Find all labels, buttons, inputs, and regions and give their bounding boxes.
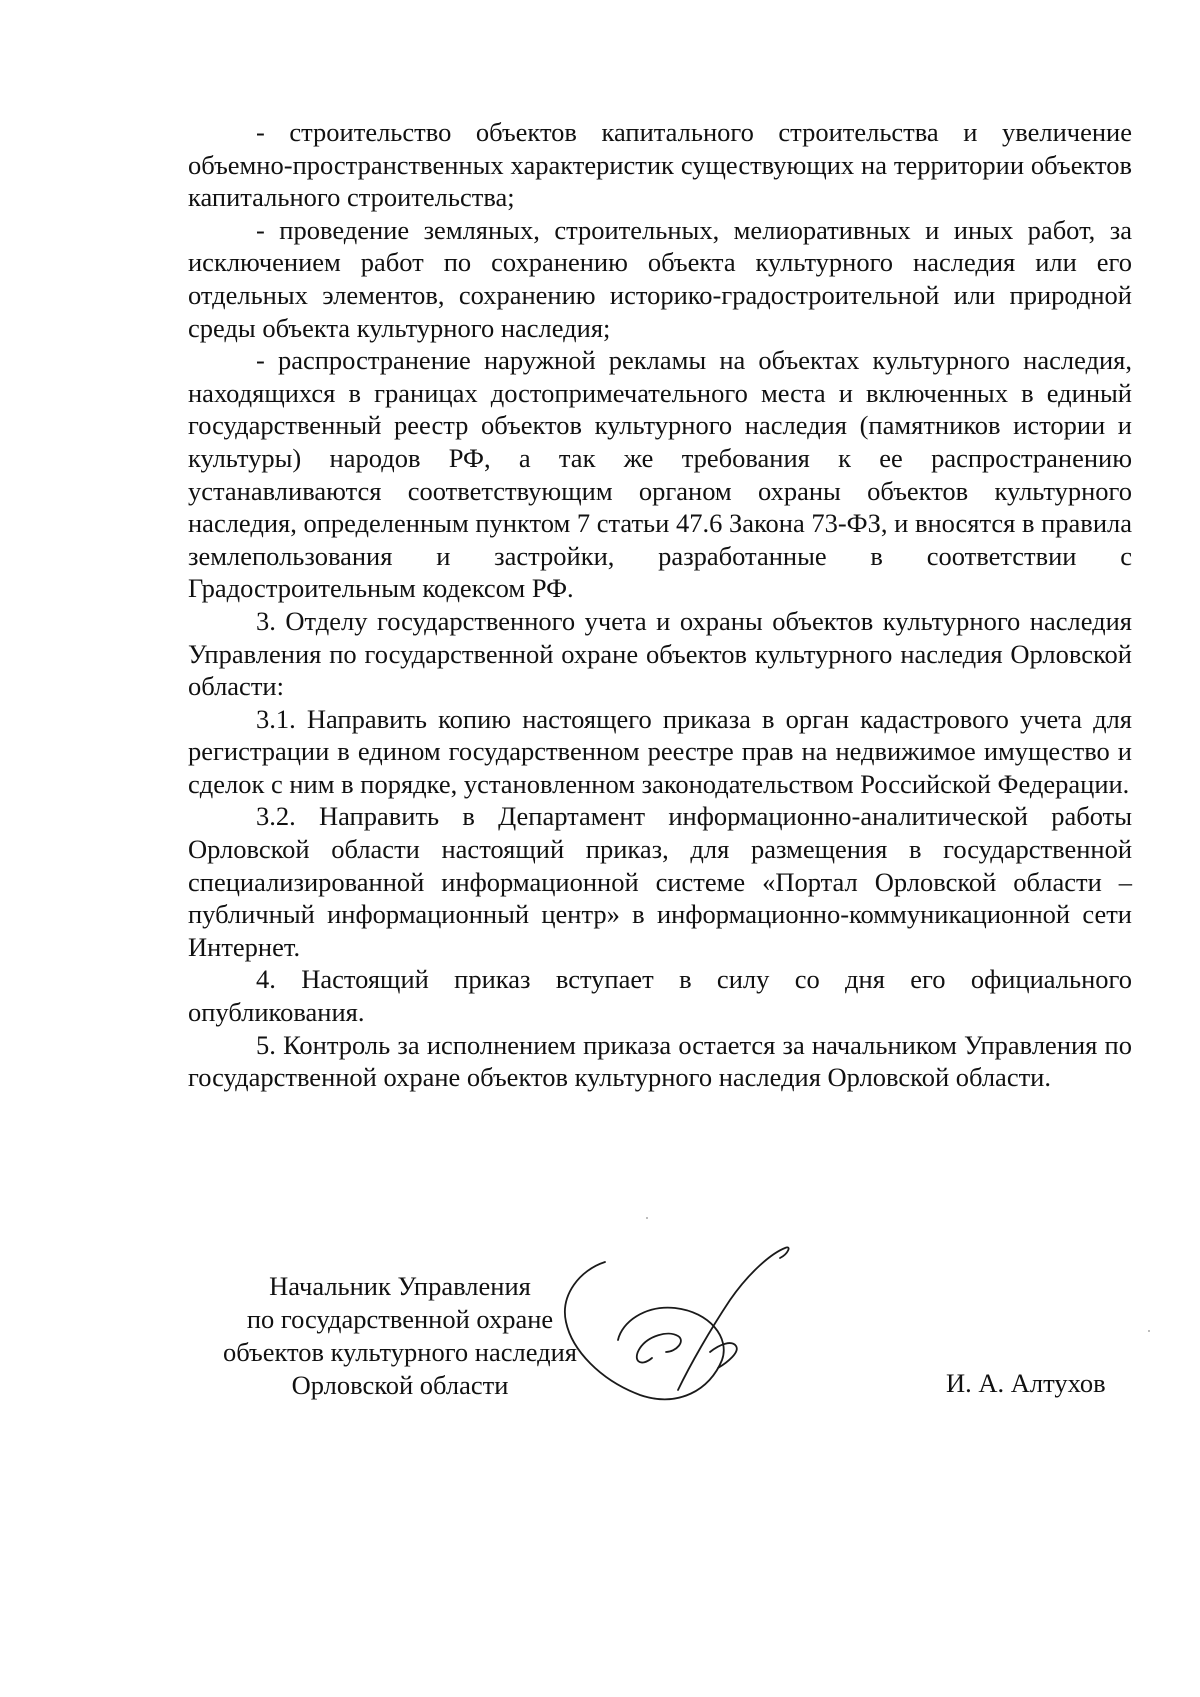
paragraph-clause-3: 3. Отделу государственного учета и охраны объектов культурного наследия Управления по государственной охране объектов культурного наследия Орловской области: [188, 605, 1132, 702]
signatory-position-line: Начальник Управления [269, 1271, 531, 1301]
paragraph-clause-3-2: 3.2. Направить в Департамент информационно-аналитической работы Орловской области настоящий приказ, для размещения в государственной специализированной информационной системе «Портал Орловской области – публичный информационный центр» в информационно-коммуникационной сети Интернет. [188, 801, 1132, 962]
signatory-position-line: объектов культурного наследия [222, 1337, 577, 1367]
handwritten-signature [560, 1240, 870, 1440]
signatory-position-line: по государственной охране [246, 1304, 554, 1334]
paragraph-clause-5: 5. Контроль за исполнением приказа остается за начальником Управления по государственной охране объектов культурного наследия Орловской области. [188, 1029, 1132, 1093]
paragraph-clause-3-1: 3.1. Направить копию настоящего приказа в орган кадастрового учета для регистрации в едином государственном реестре прав на недвижимое имущество и сделок с ним в порядке, установленном законодательством Российской Федерации. [188, 703, 1132, 799]
paragraph-clause-4: 4. Настоящий приказ вступает в силу со дня его официального опубликования. [188, 964, 1132, 1028]
signatory-position [190, 1270, 610, 1402]
scan-speck [646, 1217, 648, 1219]
scan-speck [1148, 1330, 1150, 1332]
paragraph-advertising-item: - распространение наружной рекламы на объектах культурного наследия, находящихся в границах достопримечательного места и включенных в единый государственный реестр объектов культурного наследия (памятников истории и культуры) народов РФ, а так же требования к ее распространению устанавливаются соответствующим органом охраны объектов культурного наследия, определенным пунктом 7 статьи 47.6 Закона 73-ФЗ, и вносятся в правила землепользования и застройки, разработанные в соответствии с Градостроительным кодексом РФ. [188, 345, 1132, 604]
paragraph-earthworks-item: - проведение земляных, строительных, мелиоративных и иных работ, за исключением работ по сохранению объекта культурного наследия или его отдельных элементов, сохранению историко-градостроительной или природной среды объекта культурного наследия; [188, 214, 1132, 343]
document-body [188, 116, 1132, 1094]
paragraph-construction-item: - строительство объектов капитального строительства и увеличение объемно-пространственных характеристик существующих на территории объектов капитального строительства; [188, 117, 1132, 213]
signer-name: И. А. Алтухов [946, 1368, 1106, 1398]
signatory-position-line: Орловской области [291, 1370, 509, 1400]
